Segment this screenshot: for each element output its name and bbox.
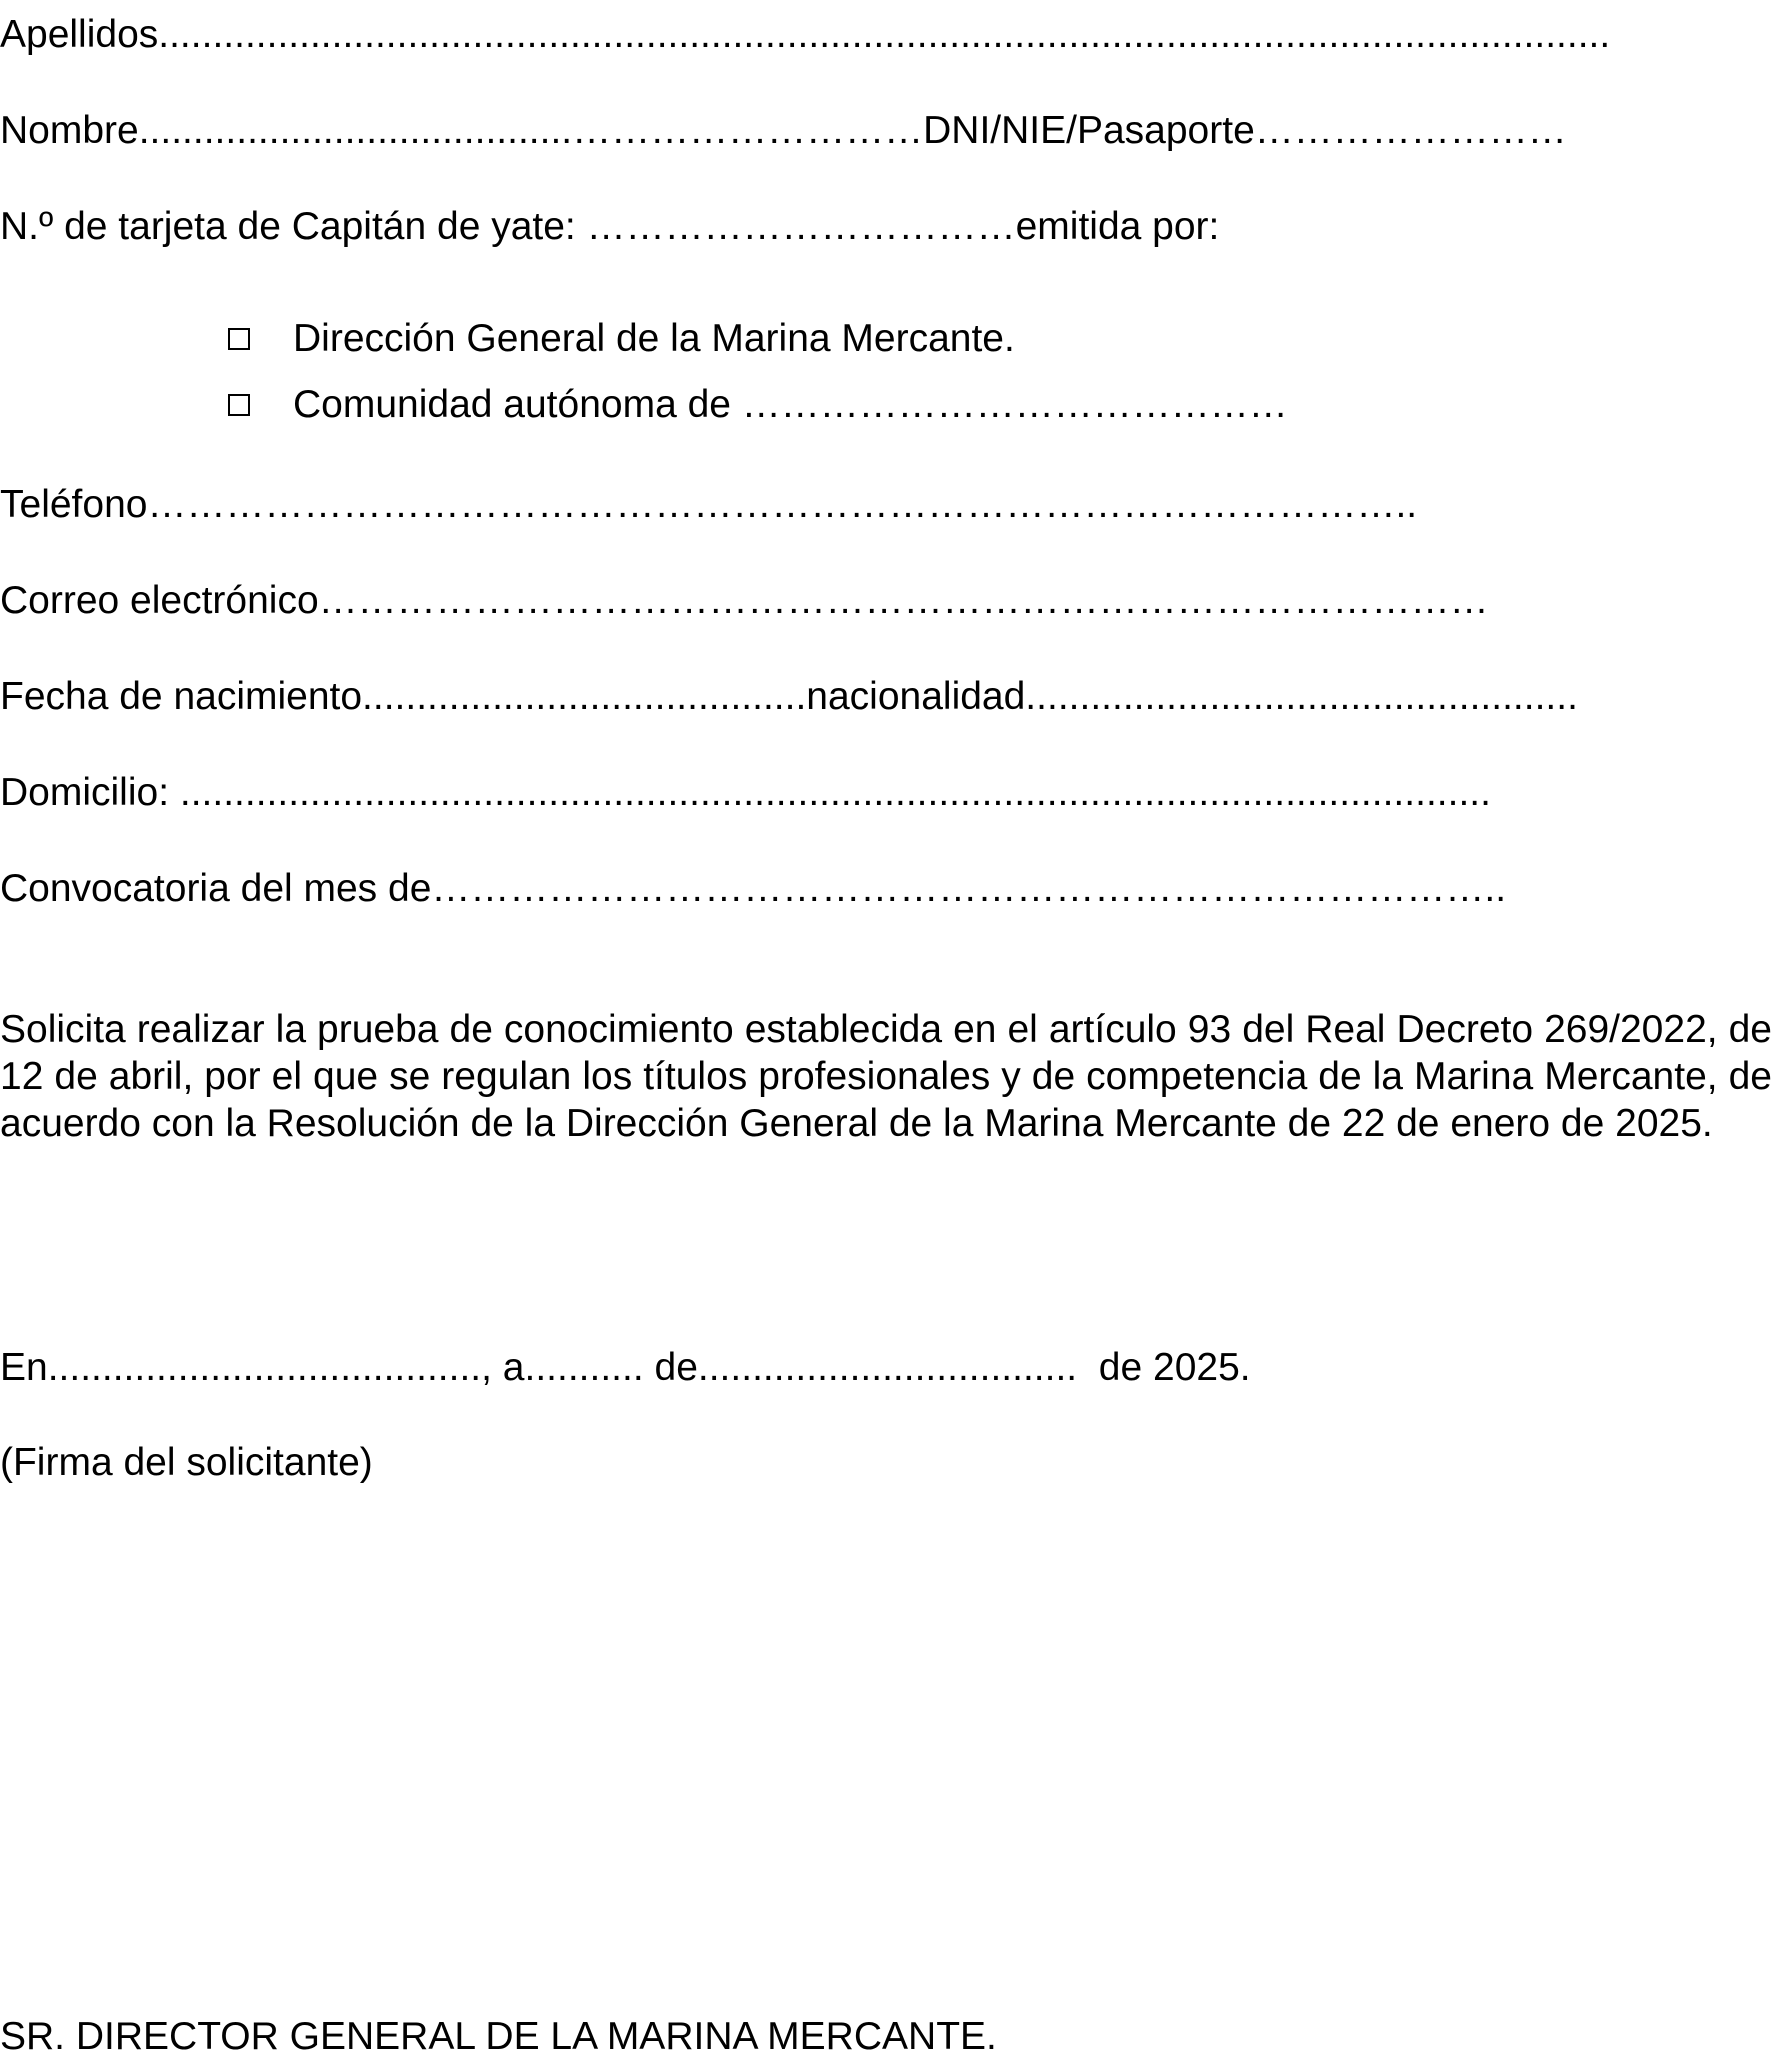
nombre-dni-field[interactable]: Nombre........................................………………………DNI/NIE/Pasaporte…………………… [0,109,1567,152]
apellidos-field[interactable]: Apellidos...................................................................................................................................... [0,13,1611,56]
correo-field[interactable]: Correo electrónico……………………………………………………………………………… [0,579,1489,622]
telefono-field[interactable]: Teléfono…………………………………………………………………………………….. [0,483,1418,526]
domicilio-field[interactable]: Domicilio: ......................................................................................................................... [0,771,1491,814]
firma-label: (Firma del solicitante) [0,1441,373,1484]
checkbox-dgmm[interactable] [228,328,250,350]
tarjeta-capitan-field[interactable]: N.º de tarjeta de Capitán de yate: ……………………………emitida por: [0,205,1220,248]
destinatario: SR. DIRECTOR GENERAL DE LA MARINA MERCANTE. [0,2015,997,2058]
option-dgmm[interactable] [228,316,1015,362]
convocatoria-field[interactable]: Convocatoria del mes de……………………………………………………………………….. [0,867,1507,910]
option-comunidad-label: Comunidad autónoma de …………………………………… [293,383,1288,426]
lugar-fecha-field[interactable]: En........................................, a........... de................................... de 2025. [0,1346,1251,1389]
option-dgmm-label: Dirección General de la Marina Mercante. [293,317,1015,360]
fecha-nacionalidad-field[interactable]: Fecha de nacimiento.........................................nacionalidad................................................... [0,675,1578,718]
checkbox-comunidad[interactable] [228,394,250,416]
solicitud-paragraph: Solicita realizar la prueba de conocimiento establecida en el artículo 93 del Real Decreto 269/2022, de 12 de abril, por el que se regulan los títulos profesionales y de competencia de la Marina Mercante, de acuerdo con la Resolución de la Dirección General de la Marina Mercante de 22 de enero de 2025. [0,1008,1772,1145]
option-comunidad[interactable] [228,382,1288,428]
